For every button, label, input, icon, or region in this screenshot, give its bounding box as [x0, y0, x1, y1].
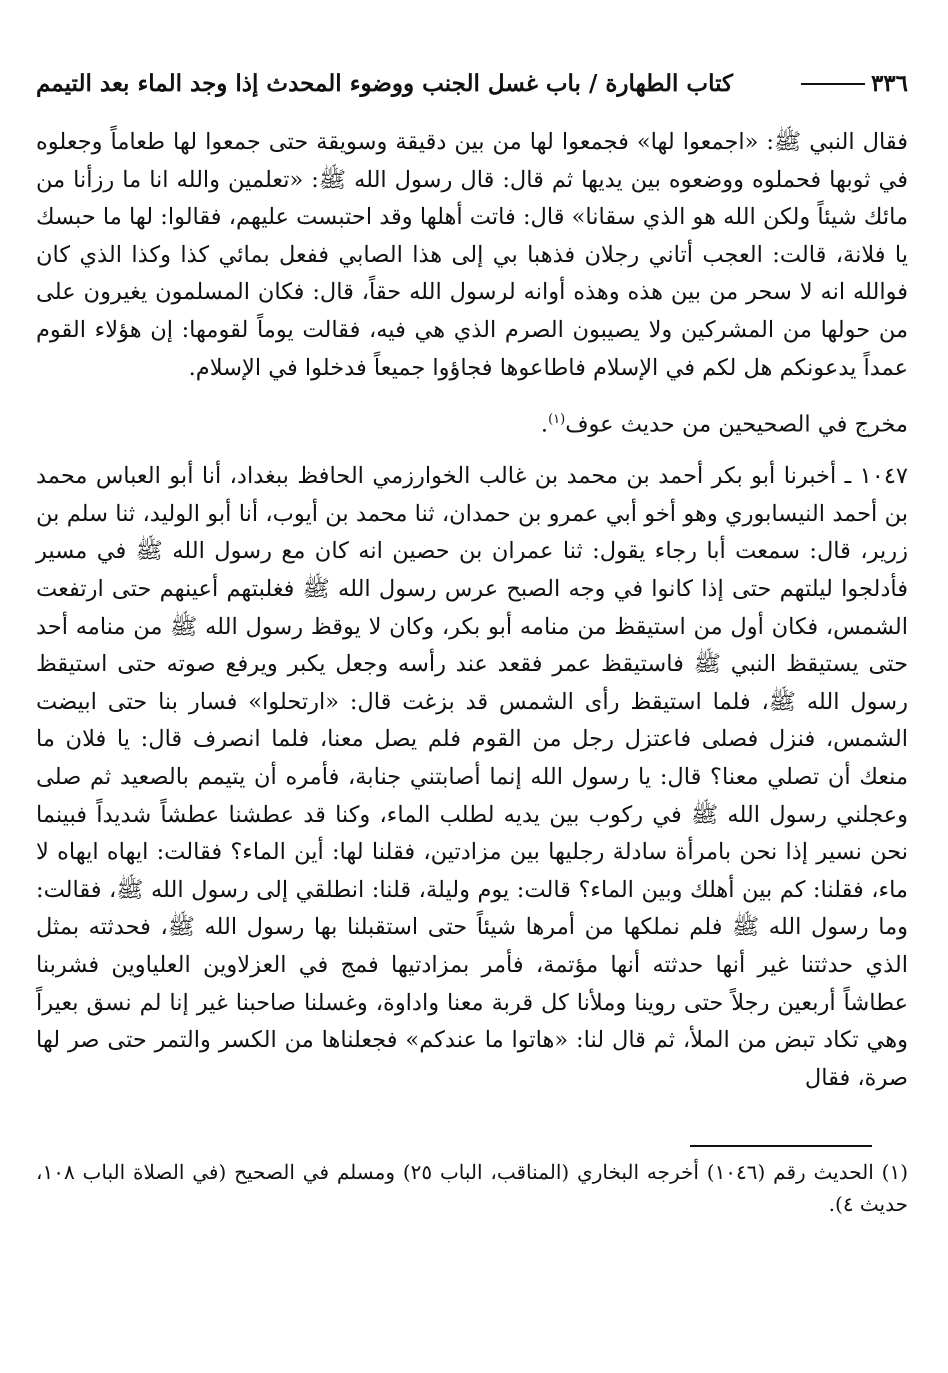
footnote-separator	[690, 1145, 872, 1147]
page-number-group	[801, 70, 908, 97]
main-text	[36, 124, 908, 1097]
header-rule	[801, 83, 865, 85]
book-page	[36, 70, 908, 1097]
source-note-end: .	[540, 411, 549, 438]
paragraph-source-note	[36, 401, 908, 444]
page-number: ٣٣٦	[870, 70, 908, 97]
paragraph-hadith-1047: ١٠٤٧ ـ أخبرنا أبو بكر أحمد بن محمد بن غالب الخوارزمي الحافظ ببغداد، أنا أبو العباس محمد بن أحمد النيسابوري وهو أخو أبي عمرو بن حمدان، ثنا محمد بن أيوب، أنا أبو الوليد، ثنا سلم بن زرير، قال: سمعت أبا رجاء يقول: ثنا عمران بن حصين انه كان مع رسول الله ﷺ في مسير فأدلجوا ليلتهم حتى إذا كانوا في وجه الصبح عرس رسول الله ﷺ فغلبتهم أعينهم حتى ارتفعت الشمس، فكان أول من استيقظ من منامه أبو بكر، وكان لا يوقظ رسول الله ﷺ من منامه أحد حتى يستيقظ النبي ﷺ فاستيقظ عمر فقعد عند رأسه وجعل يكبر ويرفع صوته حتى استيقظ رسول الله ﷺ، فلما استيقظ رأى الشمس قد بزغت قال: «ارتحلوا» فسار بنا حتى ابيضت الشمس، فنزل فصلى فاعتزل رجل من القوم فلم يصل معنا، فلما انصرف قال: يا فلان ما منعك أن تصلي معنا؟ قال: يا رسول الله إنما أصابتني جنابة، فأمره أن يتيمم بالصعيد ثم صلى وعجلني رسول الله ﷺ في ركوب بين يديه لطلب الماء، وكنا قد عطشنا عطشاً شديداً فبينما نحن نسير إذا نحن بامرأة سادلة رجليها بين مزادتين، فقلنا لها: أين الماء؟ فقالت: ايهاه ايهاه لا ماء، فقلنا: كم بين أهلك وبين الماء؟ قالت: يوم وليلة، قلنا: انطلقي إلى رسول الله ﷺ، فقالت: وما رسول الله ﷺ فلم نملكها من أمرها شيئاً حتى استقبلنا بها رسول الله ﷺ، فحدثته بمثل الذي حدثتنا غير أنها حدثته أنها مؤتمة، فأمر بمزادتيها فمج في العزلاوين العلياوين فشربنا عطاشاً أربعين رجلاً حتى روينا وملأنا كل قربة معنا واداوة، وغسلنا صاحبنا غير إنا لم نسق بعيراً وهي تكاد تبض من الملأ، ثم قال لنا: «هاتوا ما عندكم» فجعلناها من الكسر والتمر حتى صر لها صرة، فقال	[36, 463, 908, 1091]
chapter-title: كتاب الطهارة / باب غسل الجنب ووضوء المحدث إذا وجد الماء بعد التيمم	[36, 70, 733, 97]
footnote-text: (١) الحديث رقم (١٠٤٦) أخرجه البخاري (المناقب، الباب ٢٥) ومسلم في الصحيح (في الصلاة الباب ١٠٨، حديث ٤).	[36, 1160, 908, 1216]
footnote	[36, 1156, 908, 1220]
footnote-reference: (١)	[548, 412, 566, 428]
paragraph-hadith-continuation: فقال النبي ﷺ: «اجمعوا لها» فجمعوا لها من بين دقيقة وسويقة حتى جمعوا لها طعاماً وجعلوه في ثوبها فحملوه ووضعوه بين يديها ثم قال: قال رسول الله ﷺ: «تعلمين والله انا ما رزأنا من مائك شيئاً ولكن الله هو الذي سقانا» قال: فاتت أهلها وقد احتبست عليهم، فقالوا: لها ما حبسك يا فلانة، قالت: العجب أتاني رجلان فذهبا بي إلى هذا الصابي ففعل بمائي كذا وكذا الذي كان فوالله انه لا سحر من بين هذه وهذه أوانه لرسول الله حقاً، قال: فكان المسلمون يغيرون على من حولها من المشركين ولا يصيبون الصرم الذي هي فيه، فقالت يوماً لقومها: إن هؤلاء القوم عمداً يدعونكم هل لكم في الإسلام فاطاعوها فجاؤوا جميعاً فدخلوا في الإسلام.	[36, 129, 908, 381]
running-header	[36, 70, 908, 118]
source-note-text: مخرج في الصحيحين من حديث عوف	[565, 411, 908, 438]
